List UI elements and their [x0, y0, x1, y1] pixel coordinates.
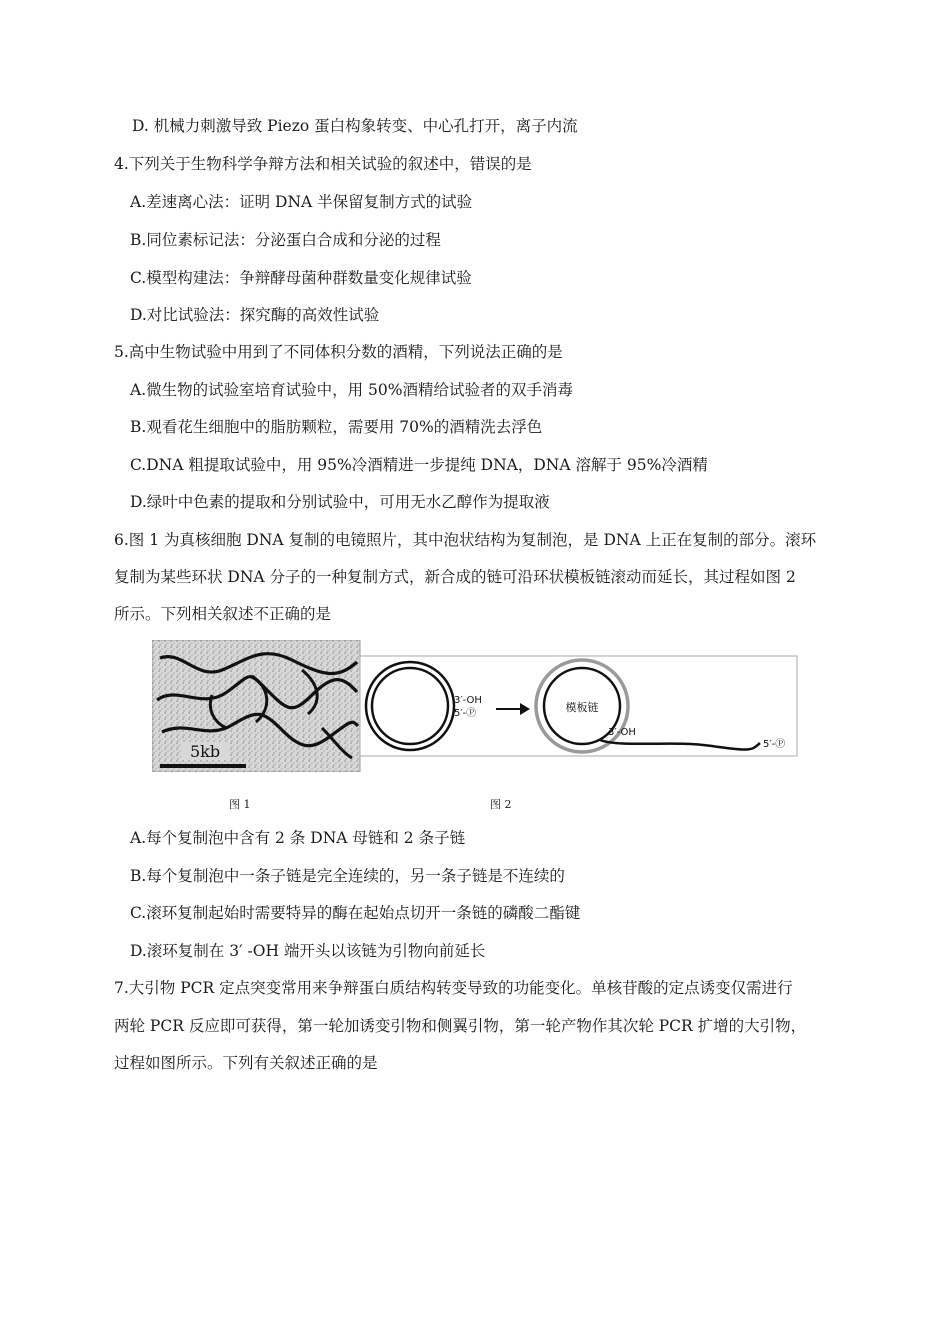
q4-option-c: C.模型构建法：争辩酵母菌种群数量变化规律试验: [130, 269, 472, 287]
q6-option-b: B.每个复制泡中一条子链是完全连续的，另一条子链是不连续的: [130, 867, 565, 885]
q6-figure-svg: [152, 640, 798, 772]
fig2-template-label: 模板链: [565, 701, 599, 714]
fig1-caption: 图 1: [229, 798, 251, 811]
q5-option-c: C.DNA 粗提取试验中，用 95%冷酒精进一步提纯 DNA，DNA 溶解于 95%冷酒精: [130, 456, 708, 474]
q6-stem-line3: 所示。下列相关叙述不正确的是: [114, 605, 332, 623]
q5-stem: 5.高中生物试验中用到了不同体积分数的酒精，下列说法正确的是: [114, 343, 563, 361]
fig1-em-photo: [152, 640, 360, 772]
q7-stem-line2: 两轮 PCR 反应即可获得，第一轮加诱变引物和侧翼引物，第一轮产物作其次轮 PCR 扩增的大引物，: [114, 1017, 807, 1035]
fig2-3oh-right: 3′-OH: [608, 727, 636, 738]
fig2-3oh-left: 3′-OH: [454, 695, 482, 706]
q6-figure: [152, 640, 798, 772]
q5-option-b: B.观看花生细胞中的脂肪颗粒，需要用 70%的酒精洗去浮色: [130, 418, 543, 436]
q3-option-d: D. 机械力刺激导致 Piezo 蛋白构象转变、中心孔打开，离子内流: [132, 117, 578, 135]
fig2-5p-right: 5′-Ⓟ: [763, 739, 786, 750]
q4-option-d: D.对比试验法：探究酶的高效性试验: [130, 306, 380, 324]
fig1-scale-label: 5kb: [190, 742, 221, 761]
q6-option-a: A.每个复制泡中含有 2 条 DNA 母链和 2 条子链: [130, 829, 466, 847]
q4-option-a: A.差速离心法：证明 DNA 半保留复制方式的试验: [130, 193, 473, 211]
q5-option-d: D.绿叶中色素的提取和分别试验中，可用无水乙醇作为提取液: [130, 493, 550, 511]
q7-stem-line3: 过程如图所示。下列有关叙述正确的是: [114, 1054, 378, 1072]
q6-stem-line2: 复制为某些环状 DNA 分子的一种复制方式，新合成的链可沿环状模板链滚动而延长，其过程如图 2: [114, 568, 796, 586]
q6-option-d: D.滚环复制在 3′ -OH 端开头以该链为引物向前延长: [130, 942, 486, 960]
q4-stem: 4.下列关于生物科学争辩方法和相关试验的叙述中，错误的是: [114, 155, 532, 173]
fig1-scale-bar: [160, 764, 246, 768]
q6-stem-line1: 6.图 1 为真核细胞 DNA 复制的电镜照片，其中泡状结构为复制泡，是 DNA 上正在复制的部分。滚环: [114, 531, 817, 549]
fig2-caption: 图 2: [490, 798, 512, 811]
q4-option-b: B.同位素标记法：分泌蛋白合成和分泌的过程: [130, 231, 441, 249]
q6-option-c: C.滚环复制起始时需要特异的酶在起始点切开一条链的磷酸二酯键: [130, 904, 581, 922]
q5-option-a: A.微生物的试验室培育试验中，用 50%酒精给试验者的双手消毒: [130, 381, 574, 399]
fig2-5p-left: 5′-Ⓟ: [454, 708, 477, 719]
q7-stem-line1: 7.大引物 PCR 定点突变常用来争辩蛋白质结构转变导致的功能变化。单核苷酸的定点诱变仅需进行: [114, 979, 793, 997]
fig2-rolling-circle: [360, 656, 797, 756]
